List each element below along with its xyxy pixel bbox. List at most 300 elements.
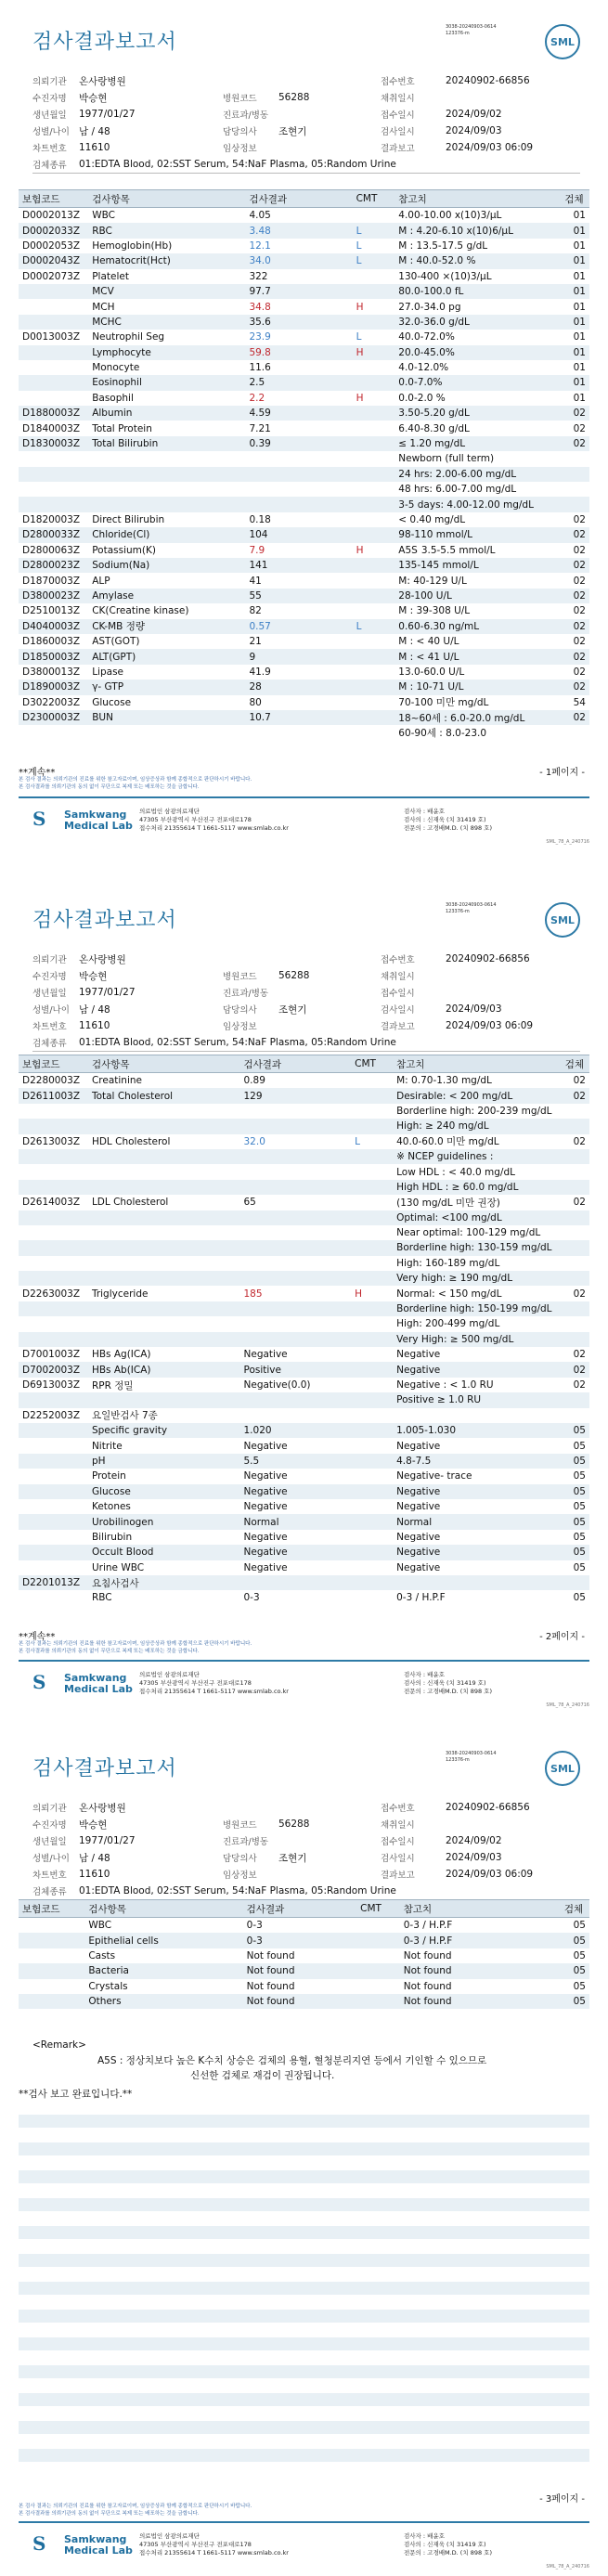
results-table-3: [19, 1899, 589, 2009]
cell-result: 23.9: [249, 331, 271, 343]
table-row: [19, 375, 589, 390]
cell-ref-value: 32.0-36.0 g/dL: [398, 316, 470, 328]
cell-reference: [393, 1149, 562, 1164]
cell-result: 9: [245, 649, 352, 664]
cell-ref-value: 80.0-100.0 fL: [398, 286, 464, 298]
cell-specimen: 05: [562, 1545, 589, 1560]
footer-address: 의료법인 삼광의료재단 47305 부산광역시 부산진구 전포대로178 접수처리 21355614 T 1661-5117 www.smlab.co.kr: [139, 808, 289, 832]
blank-row: [19, 2198, 589, 2211]
cell-reference: [395, 208, 561, 224]
cell-item: Monocyte: [92, 362, 140, 374]
cell-result: 82: [249, 605, 262, 617]
cell-item: γ- GTP: [88, 680, 245, 694]
cell-specimen: 05: [561, 1994, 589, 2009]
cell-code: D0002073Z: [22, 270, 81, 282]
cell-flag: [353, 558, 395, 573]
cell-flag: L: [356, 239, 362, 252]
label-collect-date: 채취일시: [381, 1820, 415, 1831]
table-row: [19, 239, 589, 253]
cell-flag: [351, 1392, 393, 1407]
cell-result: [240, 1119, 352, 1133]
cell-specimen: [562, 1301, 589, 1316]
cell-flag: [351, 1575, 393, 1590]
col-code: 보험코드: [19, 1900, 84, 1918]
table-row: [19, 360, 589, 375]
cell-flag: [351, 1438, 393, 1453]
table-row: [19, 1362, 589, 1377]
barcode-text: 3038-20240903-0614 123376-m: [446, 24, 497, 36]
table-row: [19, 208, 589, 224]
cell-code: [19, 1149, 88, 1164]
cell-ref-value: High: ≥ 240 mg/dL: [396, 1120, 489, 1133]
cell-item: Crystals: [88, 1980, 128, 1992]
dob: 1977/01/27: [79, 109, 136, 120]
cell-specimen: 05: [573, 1440, 586, 1452]
col-result: 검사결과: [243, 1900, 356, 1918]
cell-ref-value: Negative- trace: [396, 1470, 472, 1482]
cell-item: Potassium(K): [92, 544, 156, 556]
cell-cmt: A5S: [398, 544, 418, 556]
cell-code: D1890003Z: [19, 680, 88, 694]
table-row: [19, 665, 589, 680]
table-row: [19, 1332, 589, 1347]
cell-ref-value: 3.50-5.20 g/dL: [398, 408, 470, 420]
cell-ref-value: Low HDL : < 40.0 mg/dL: [396, 1166, 515, 1178]
table-row: [19, 315, 589, 330]
cell-item: Bilirubin: [91, 1531, 133, 1543]
table-row: [19, 710, 589, 725]
cell-result: 12.1: [249, 239, 271, 252]
test-date: 2024/09/03: [446, 125, 502, 136]
label-dob: 생년월일: [32, 989, 67, 999]
cell-reference: [395, 482, 561, 497]
cell-reference: [395, 467, 561, 482]
cell-code: D0002043Z: [19, 253, 88, 268]
label-clinical: 임상정보: [223, 1022, 257, 1032]
cell-item: HBs Ab(ICA): [88, 1362, 240, 1377]
cell-ref-value: M : 4.20-6.10 x(10)6/μL: [398, 225, 513, 237]
table-row: [19, 589, 589, 603]
cell-reference: [393, 1545, 562, 1560]
cell-item: [88, 725, 245, 740]
cell-code: [19, 1979, 84, 1994]
cell-reference: [395, 512, 561, 527]
label-specimen: 검체종류: [32, 1039, 67, 1049]
cell-code: D1860003Z: [22, 636, 81, 648]
cell-code: D2263003Z: [22, 1288, 81, 1300]
blank-row: [19, 2170, 589, 2183]
blank-row: [19, 2393, 589, 2406]
label-dept: 진료과/병동: [223, 110, 269, 121]
cell-code: [19, 1256, 88, 1271]
cell-specimen: 01: [573, 210, 586, 222]
cell-item: MCV: [88, 284, 245, 299]
cell-result: Negative: [240, 1545, 352, 1560]
cell-flag: L: [353, 253, 395, 268]
cell-reference: [395, 406, 561, 421]
cell-reference: [400, 1979, 561, 1994]
cell-code: [19, 391, 88, 406]
cell-flag: [351, 1378, 393, 1392]
col-ref: 참고치: [400, 1900, 561, 1918]
cell-ref-value: 4.8-7.5: [396, 1455, 432, 1467]
table-row: [19, 421, 589, 435]
cell-result: 141: [245, 558, 352, 573]
cell-code: [19, 482, 88, 497]
cell-specimen: 02: [573, 1135, 586, 1147]
cell-code: [19, 375, 88, 390]
cell-item: MCH: [92, 301, 115, 313]
doctor: 조현기: [278, 1003, 307, 1016]
cell-ref-value: Near optimal: 100-129 mg/dL: [396, 1227, 541, 1239]
hosp-code: 56288: [278, 92, 310, 103]
label-patient: 수진자명: [32, 94, 67, 104]
cell-result: 185: [243, 1288, 263, 1300]
cell-result: Not found: [243, 1994, 356, 2009]
cell-result: 21: [249, 636, 262, 648]
cell-specimen: 02: [561, 589, 589, 603]
cell-flag: [353, 208, 395, 224]
cell-flag: [353, 375, 395, 390]
cell-item: [88, 1164, 240, 1179]
col-specimen: 검체: [561, 190, 589, 208]
cell-item: pH: [88, 1454, 240, 1469]
cell-code: [19, 451, 88, 466]
sml-logo-icon: S: [32, 1671, 46, 1693]
table-row: [19, 1210, 589, 1225]
cell-reference: [395, 330, 561, 344]
cell-code: D2611003Z: [19, 1088, 88, 1103]
cell-reference: [395, 497, 561, 511]
cell-item: AST(GOT): [92, 636, 140, 648]
table-row: [19, 1408, 589, 1423]
label-hosp-code: 병원코드: [223, 972, 257, 982]
cell-flag: [353, 482, 395, 497]
cell-reference: [400, 1933, 561, 1948]
label-sex-age: 성별/나이: [32, 1005, 70, 1016]
cell-flag: [353, 680, 395, 694]
cell-flag: [353, 512, 395, 527]
table-row: [19, 649, 589, 664]
table-row: [19, 1240, 589, 1255]
col-item: 검사항목: [88, 190, 245, 208]
hospital-name: 온사랑병원: [79, 1802, 126, 1814]
cell-specimen: 05: [573, 1949, 586, 1961]
label-collect-date: 채취일시: [381, 972, 415, 982]
blank-row: [19, 2310, 589, 2323]
cell-flag: [351, 1499, 393, 1514]
cell-item: Occult Blood: [88, 1545, 240, 1560]
cell-result: [240, 1210, 352, 1225]
sex-age: 남 / 48: [79, 1852, 110, 1864]
label-hospital: 의뢰기관: [32, 955, 67, 965]
cell-specimen: 02: [561, 680, 589, 694]
cell-specimen: 02: [561, 619, 589, 634]
remark-label: <Remark>: [32, 2039, 86, 2051]
cell-specimen: 05: [562, 1423, 589, 1438]
cell-result: 0.18: [249, 514, 271, 525]
cell-ref-value: 6.40-8.30 g/dL: [398, 422, 470, 434]
cell-result: 2.2: [249, 392, 265, 404]
cell-item: LDL Cholesterol: [91, 1197, 169, 1209]
cell-result: [240, 1316, 352, 1331]
table-row: [19, 1256, 589, 1271]
cell-code: D2800063Z: [22, 544, 81, 556]
cell-ref-value: Not found: [403, 1965, 452, 1977]
cell-item: Hemoglobin(Hb): [92, 239, 173, 252]
cell-code: D7002003Z: [19, 1362, 88, 1377]
cell-flag: [353, 589, 395, 603]
label-specimen: 검체종류: [32, 1887, 67, 1897]
label-receipt-no: 접수번호: [381, 77, 415, 87]
cell-flag: [351, 1590, 393, 1605]
table-row: [19, 1195, 589, 1210]
label-doctor: 담당의사: [223, 1854, 257, 1864]
cell-item: Platelet: [92, 270, 129, 282]
cell-flag: [351, 1514, 393, 1529]
cell-result: [240, 1256, 352, 1271]
table-row: [19, 1933, 589, 1948]
hospital-name: 온사랑병원: [79, 953, 126, 965]
cell-item: Triglyceride: [91, 1288, 149, 1300]
cell-result: 5.5: [240, 1454, 352, 1469]
cell-ref-value: Negative: [396, 1531, 441, 1543]
cell-item: Sodium(Na): [88, 558, 245, 573]
label-dept: 진료과/병동: [223, 989, 269, 999]
cell-flag: [353, 527, 395, 542]
footer-address: 의료법인 삼광의료재단 47305 부산광역시 부산진구 전포대로178 접수처리 21355614 T 1661-5117 www.smlab.co.kr: [139, 2532, 289, 2557]
sml-logo-icon: S: [32, 808, 46, 830]
label-chart-no: 차트번호: [32, 1022, 67, 1032]
cell-code: D2800033Z: [19, 527, 88, 542]
dob: 1977/01/27: [79, 987, 136, 998]
table-row: [19, 1484, 589, 1499]
cell-result: [245, 451, 352, 466]
cell-result: 41.9: [249, 666, 271, 678]
col-result: 검사결과: [240, 1055, 352, 1073]
cell-reference: [393, 1332, 562, 1347]
cell-specimen: 05: [562, 1484, 589, 1499]
footer: [19, 1660, 589, 1708]
cell-code: D3800013Z: [22, 666, 81, 678]
table-row: [19, 634, 589, 649]
cell-item: Total Cholesterol: [88, 1088, 240, 1103]
cell-item: Epithelial cells: [84, 1933, 242, 1948]
cell-result: 59.8: [245, 345, 352, 360]
receipt-no: 20240902-66856: [446, 953, 530, 964]
cell-specimen: 05: [562, 1514, 589, 1529]
sml-logo-icon: S: [32, 2532, 46, 2555]
cell-ref-value: 4.0-12.0%: [398, 362, 449, 374]
sex-age: 남 / 48: [79, 1003, 110, 1016]
cell-flag: [353, 315, 395, 330]
cell-flag: [356, 1994, 400, 2009]
cell-flag: [353, 634, 395, 649]
table-row: [19, 1392, 589, 1407]
cell-ref-value: M : < 41 U/L: [398, 651, 459, 663]
cell-reference: [393, 1514, 562, 1529]
cell-reference: [393, 1088, 562, 1103]
cell-code: [19, 1560, 88, 1575]
cell-ref-value: 135-145 mmol/L: [398, 560, 479, 572]
cell-specimen: 02: [573, 422, 586, 434]
cell-code: [19, 1963, 84, 1978]
label-sex-age: 성별/나이: [32, 127, 70, 137]
label-report-date: 결과보고: [381, 1871, 415, 1881]
cell-item: Neutrophil Seg: [92, 331, 165, 343]
cell-specimen: [562, 1271, 589, 1286]
cell-flag: [353, 360, 395, 375]
cell-specimen: 01: [561, 223, 589, 238]
cell-flag: [351, 1180, 393, 1195]
report-page-1: [0, 0, 608, 873]
cell-specimen: [561, 451, 589, 466]
cell-result: [240, 1332, 352, 1347]
cell-reference: [395, 573, 561, 588]
cell-specimen: 02: [561, 558, 589, 573]
cell-ref-value: 3-5 days: 4.00-12.00 mg/dL: [398, 498, 534, 511]
cell-item: [88, 1316, 240, 1331]
samkwang-logo: S Samkwang Medical Lab: [32, 808, 133, 832]
cell-code: [19, 1316, 88, 1331]
cell-flag: [351, 1454, 393, 1469]
cell-result: 0.89: [243, 1075, 265, 1087]
cell-code: [19, 1210, 88, 1225]
blank-row: [19, 2254, 589, 2267]
cell-ref-value: High: 160-189 mg/dL: [396, 1257, 500, 1269]
specimen-types: 01:EDTA Blood, 02:SST Serum, 54:NaF Plasma, 05:Random Urine: [79, 159, 396, 170]
label-hospital: 의뢰기관: [32, 77, 67, 87]
cell-reference: [395, 589, 561, 603]
table-row: [19, 1514, 589, 1529]
cell-reference: [395, 360, 561, 375]
footer-address: 의료법인 삼광의료재단 47305 부산광역시 부산진구 전포대로178 접수처리 21355614 T 1661-5117 www.smlab.co.kr: [139, 1671, 289, 1695]
cell-code: [19, 360, 88, 375]
cell-specimen: 01: [573, 331, 586, 343]
report-title: 검사결과보고서: [32, 31, 177, 54]
cell-reference: [393, 1286, 562, 1301]
cell-ref-value: Negative: [396, 1440, 441, 1452]
cell-reference: [395, 239, 561, 253]
cell-item: Others: [84, 1994, 242, 2009]
cell-item: [88, 1271, 240, 1286]
cell-item: [88, 497, 245, 511]
col-item: 검사항목: [84, 1900, 242, 1918]
cell-specimen: 02: [573, 575, 586, 587]
cell-result: 0.39: [245, 436, 352, 451]
cell-reference: [393, 1164, 562, 1179]
label-receipt-date: 접수일시: [381, 989, 415, 999]
cell-specimen: 02: [573, 1288, 586, 1300]
cell-flag: L: [355, 1135, 360, 1147]
cell-code: D0002013Z: [22, 210, 81, 222]
page-number: - 2페이지 -: [539, 1632, 585, 1642]
cell-result: 322: [249, 270, 268, 282]
cell-ref-value: 13.0-60.0 U/L: [398, 666, 465, 678]
blank-row: [19, 2226, 589, 2239]
cell-result: 129: [240, 1088, 352, 1103]
cell-reference: [393, 1316, 562, 1331]
cell-reference: [400, 1948, 561, 1963]
cell-result: 97.7: [245, 284, 352, 299]
cell-code: D2300003Z: [19, 710, 88, 725]
cell-reference: [393, 1104, 562, 1119]
label-dob: 생년월일: [32, 1837, 67, 1847]
cell-result: 7.9: [249, 544, 265, 556]
cell-item: HDL Cholesterol: [91, 1135, 171, 1147]
cell-reference: [395, 665, 561, 680]
sex-age: 남 / 48: [79, 125, 110, 137]
cell-reference: [395, 619, 561, 634]
cell-ref-value: M : 39-308 U/L: [398, 605, 471, 617]
cell-item: WBC: [88, 1920, 112, 1932]
cell-item: Glucose: [92, 696, 132, 708]
cell-result: Not found: [246, 1949, 295, 1961]
cell-flag: [353, 421, 395, 435]
report-date: 2024/09/03 06:09: [446, 142, 534, 153]
cell-result: 3.48: [245, 223, 352, 238]
cell-reference: [393, 1119, 562, 1133]
label-hosp-code: 병원코드: [223, 1820, 257, 1831]
table-row: [19, 1347, 589, 1362]
cell-flag: [351, 1362, 393, 1377]
cell-ref-value: 130-400 ×(10)3/μL: [398, 270, 492, 282]
cell-item: ALT(GPT): [88, 649, 245, 664]
cell-reference: [393, 1454, 562, 1469]
cell-flag: [351, 1256, 393, 1271]
cell-code: [19, 1392, 88, 1407]
cell-flag: H: [356, 301, 364, 313]
cell-item: Total Protein: [92, 422, 152, 434]
cell-result: Negative: [243, 1561, 288, 1573]
cell-code: [19, 1271, 88, 1286]
cell-specimen: 01: [573, 362, 586, 374]
cell-result: Negative: [243, 1531, 288, 1543]
cell-flag: [351, 1301, 393, 1316]
table-row: [19, 1994, 589, 2009]
cell-reference: [393, 1073, 562, 1089]
cell-ref-value: High: 200-499 mg/dL: [396, 1318, 500, 1330]
col-item: 검사항목: [88, 1055, 240, 1073]
table-row: [19, 391, 589, 406]
cell-ref-value: 40.0-72.0%: [398, 331, 455, 343]
cell-flag: [351, 1408, 393, 1423]
cell-result: [240, 1164, 352, 1179]
cell-specimen: 02: [561, 406, 589, 421]
cell-code: [19, 1180, 88, 1195]
cell-code: [19, 1240, 88, 1255]
table-row: [19, 543, 589, 558]
cell-code: D2614003Z: [22, 1197, 81, 1209]
cell-specimen: 02: [561, 436, 589, 451]
cell-result: [245, 497, 352, 511]
table-row: [19, 1149, 589, 1164]
cell-ref-value: 70-100 미만 mg/dL: [398, 697, 489, 709]
cell-result: Normal: [240, 1514, 352, 1529]
cell-flag: [351, 1423, 393, 1438]
cell-item: [88, 1119, 240, 1133]
report-end-note: **검사 보고 완료입니다.**: [19, 2089, 133, 2100]
cell-flag: [351, 1210, 393, 1225]
label-clinical: 임상정보: [223, 144, 257, 154]
cell-ref-value: 40.0-60.0 미만 mg/dL: [396, 1136, 499, 1148]
cell-item: [88, 1240, 240, 1255]
cell-specimen: [562, 1119, 589, 1133]
table-row: [19, 1378, 589, 1392]
cell-specimen: [562, 1210, 589, 1225]
cell-ref-value: Not found: [403, 1996, 452, 2008]
cell-result: 34.8: [249, 301, 271, 313]
